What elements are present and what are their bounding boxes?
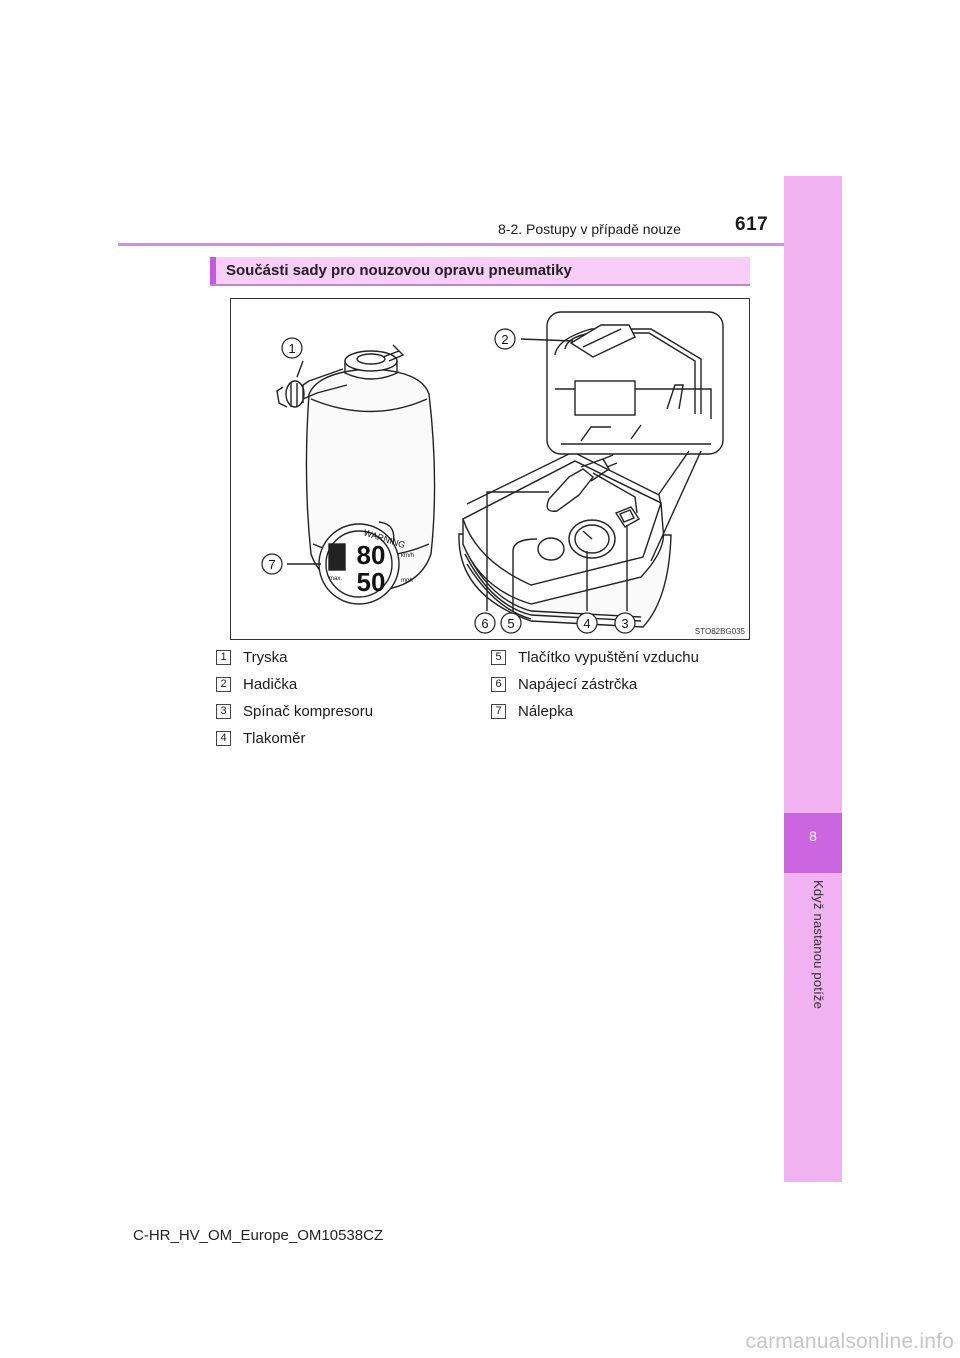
callout-1 (282, 338, 302, 358)
chapter-number: 8 (809, 828, 817, 844)
svg-text:6: 6 (481, 616, 489, 631)
figure-code: STO82BG035 (694, 627, 745, 636)
sticker-warning: WARNING (362, 527, 407, 551)
callout-5 (501, 613, 521, 633)
svg-text:7: 7 (268, 557, 276, 572)
callout-6 (475, 613, 495, 633)
sticker-top-number: 80 (356, 540, 386, 570)
callout-4 (577, 613, 597, 633)
callout-2 (495, 329, 515, 349)
repair-kit-figure (230, 298, 750, 640)
legend-badge: 6 (491, 677, 506, 692)
sticker-top-unit: km/h (401, 553, 415, 559)
svg-text:2: 2 (501, 332, 509, 347)
sticker-max: max. (329, 576, 343, 582)
legend-badge: 3 (216, 704, 231, 719)
legend-label: Napájecí zástrčka (518, 676, 638, 693)
compressor-drawing (459, 452, 671, 627)
svg-text:5: 5 (507, 616, 515, 631)
svg-text:1: 1 (288, 341, 296, 356)
section-title: Součásti sady pro nouzovou opravu pneumatiky (226, 262, 572, 279)
page-number: 617 (735, 214, 769, 235)
repair-kit-illustration (231, 299, 749, 639)
section-title-band (210, 257, 750, 284)
watermark: carmanualsonline.info (745, 1330, 954, 1353)
legend-label: Spínač kompresoru (243, 703, 374, 720)
legend-label: Hadička (243, 676, 298, 693)
sticker-bottom-number: 50 (356, 567, 386, 597)
svg-text:4: 4 (583, 616, 591, 631)
title-underline (210, 284, 750, 286)
legend-label: Tryska (243, 649, 288, 666)
legend-label: Tlačítko vypuštění vzduchu (518, 649, 699, 666)
sticker-bottom-unit: mph (401, 578, 413, 584)
legend-badge: 1 (216, 650, 231, 665)
chapter-title: Když nastanou potíže (811, 880, 826, 1010)
title-accent (210, 257, 216, 284)
legend-badge: 5 (491, 650, 506, 665)
legend-badge: 7 (491, 704, 506, 719)
legend-label: Tlakoměr (243, 730, 306, 747)
callout-7 (262, 554, 282, 574)
header-rule (118, 243, 784, 246)
hose-inset-drawing (547, 312, 723, 454)
legend-label: Nálepka (518, 703, 574, 720)
document-code: C-HR_HV_OM_Europe_OM10538CZ (133, 1227, 384, 1244)
section-label: 8-2. Postupy v případě nouze (498, 221, 681, 237)
legend-badge: 2 (216, 677, 231, 692)
callout-3 (615, 613, 635, 633)
svg-text:3: 3 (621, 616, 629, 631)
legend-badge: 4 (216, 731, 231, 746)
